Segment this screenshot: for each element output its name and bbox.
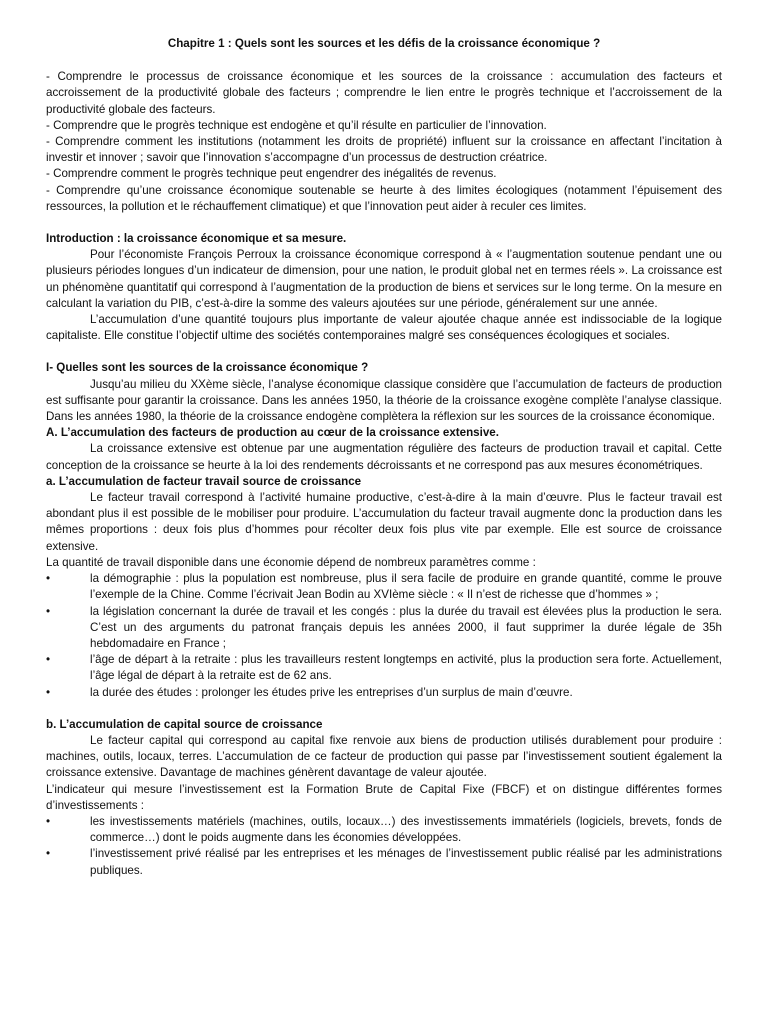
objective-item: - Comprendre qu’une croissance économique soutenable se heurte à des limites écologiques (notamment l’épuisement des ressources, la pollution et le réchauffement climatique) et que l’innovation peut aider à reculer ces limites. bbox=[46, 183, 722, 213]
spacer bbox=[46, 215, 722, 231]
section-paragraph: Jusqu’au milieu du XXème siècle, l’analyse économique classique considère que l’accumulation de facteurs de production est suffisante pour garantir la croissance. Dans les années 1950, la théorie de la croissance exogène complète l’analyse classique. Dans les années 1980, la théorie de la croissance endogène complètera la réflexion sur les sources de la croissance économique. bbox=[46, 377, 722, 424]
bullet-icon: • bbox=[46, 814, 51, 828]
list-item-text: l’âge de départ à la retraite : plus les travailleurs restent longtemps en activité, plus la production sera forte. Actuellement, l’âge légal de départ à la retraite est de 62 ans. bbox=[90, 653, 722, 683]
list-item bbox=[46, 814, 722, 846]
list-item-text: l’investissement privé réalisé par les entreprises et les ménages de l’investissement public réalisé par les administrations publiques. bbox=[90, 847, 722, 877]
spacer bbox=[46, 344, 722, 360]
objective-item: - Comprendre comment les institutions (notamment les droits de propriété) influent sur la croissance en affectant l’incitation à investir et innover ; savoir que l’innovation s’accompagne d’un processus de destruction créatrice. bbox=[46, 135, 722, 165]
intro-paragraph: L’accumulation d’une quantité toujours plus importante de valeur ajoutée chaque année est indissociable de la logique capitaliste. Elle constitue l’objectif ultime des sociétés contemporaines malgré ses conséquences écologiques et sociales. bbox=[46, 313, 722, 343]
bullet-list bbox=[46, 571, 722, 701]
objective-item: - Comprendre comment le progrès technique peut engendrer des inégalités de revenus. bbox=[46, 167, 497, 181]
subsection-heading: A. L’accumulation des facteurs de production au cœur de la croissance extensive. bbox=[46, 426, 499, 440]
bullet-icon: • bbox=[46, 604, 51, 618]
list-item bbox=[46, 846, 722, 878]
list-item bbox=[46, 685, 722, 701]
list-item-text: la durée des études : prolonger les études prive les entreprises d’un surplus de main d’œuvre. bbox=[90, 685, 573, 699]
section-heading: I- Quelles sont les sources de la croissance économique ? bbox=[46, 361, 369, 375]
list-item-text: la législation concernant la durée de travail et les congés : plus la durée du travail est élevées plus la production le sera. C’est un des arguments du patronat français depuis les années 2000, il faut supprimer la durée légale de 35h hebdomadaire en France ; bbox=[90, 604, 722, 650]
list-item-text: les investissements matériels (machines, outils, locaux…) des investissements immatériels (logiciels, brevets, fonds de commerce…) dont le poids augmente dans les économies développées. bbox=[90, 814, 722, 845]
bullet-icon: • bbox=[46, 847, 51, 861]
subsection-paragraph: La quantité de travail disponible dans une économie dépend de nombreux paramètres comme : bbox=[46, 555, 536, 569]
subsection-paragraph: L’indicateur qui mesure l’investissement est la Formation Brute de Capital Fixe (FBCF) et on distingue différentes formes d’investissements : bbox=[46, 782, 722, 812]
subsection-paragraph: Le facteur capital qui correspond au capital fixe renvoie aux biens de production utilisés durablement pour produire : machines, outils, locaux, terres. L’accumulation de ce facteur de production qui passe par l’investissement soutient également la croissance extensive. Davantage de machines génèrent davantage de valeur ajoutée. bbox=[46, 733, 722, 780]
subsection-paragraph: Le facteur travail correspond à l’activité humaine productive, c’est-à-dire à la main d’œuvre. Plus le facteur travail est abondant plus il est possible de le mobiliser pour produire. L’accumulation du facteur travail augmente donc la production dans les mêmes proportions : deux fois plus d’hommes pour récolter deux fois plus vite par exemple. Elle est source de croissance extensive. bbox=[46, 491, 722, 553]
bullet-icon: • bbox=[46, 685, 51, 699]
objective-item: - Comprendre le processus de croissance économique et les sources de la croissance : accumulation des facteurs et accroissement de la productivité globale des facteurs ; comprendre le lien entre le progrès technique et l’accroissement de la productivité globale des facteurs. bbox=[46, 70, 722, 116]
list-item bbox=[46, 604, 722, 653]
spacer bbox=[46, 701, 722, 717]
bullet-icon: • bbox=[46, 653, 51, 667]
bullet-list bbox=[46, 814, 722, 879]
bullet-icon: • bbox=[46, 572, 51, 586]
page-title: Chapitre 1 : Quels sont les sources et les défis de la croissance économique ? bbox=[167, 37, 601, 50]
objectives-list bbox=[46, 69, 722, 215]
objective-item: - Comprendre que le progrès technique est endogène et qu’il résulte en particulier de l’innovation. bbox=[46, 118, 547, 132]
subsection-heading: a. L’accumulation de facteur travail source de croissance bbox=[46, 474, 362, 488]
subsection-heading: b. L’accumulation de capital source de croissance bbox=[46, 717, 323, 731]
list-item bbox=[46, 652, 722, 684]
intro-paragraph: Pour l’économiste François Perroux la croissance économique correspond à « l’augmentation soutenue pendant une ou plusieurs périodes longues d’un indicateur de dimension, pour une nation, le produit global net en termes réels ». La croissance est un phénomène quantitatif qui correspond à l’augmentation de la production de biens et services sur le long terme. On la mesure en calculant la variation du PIB, c’est-à-dire la somme des valeurs ajoutées sur une période, généralement sur une année. bbox=[46, 248, 722, 310]
list-item-text: la démographie : plus la population est nombreuse, plus il sera facile de produire en grande quantité, comme le prouve l’exemple de la Chine. Comme l’écrivait Jean Bodin au XVIème siècle : « Il n’est de richesse que d’hommes » ; bbox=[90, 572, 722, 602]
list-item bbox=[46, 571, 722, 603]
subsection-paragraph: La croissance extensive est obtenue par une augmentation régulière des facteurs de production travail et capital. Cette conception de la croissance se heurte à la loi des rendements décroissants et ne correspond pas aux mesures économétriques. bbox=[46, 442, 722, 472]
intro-heading: Introduction : la croissance économique et sa mesure. bbox=[46, 232, 347, 246]
